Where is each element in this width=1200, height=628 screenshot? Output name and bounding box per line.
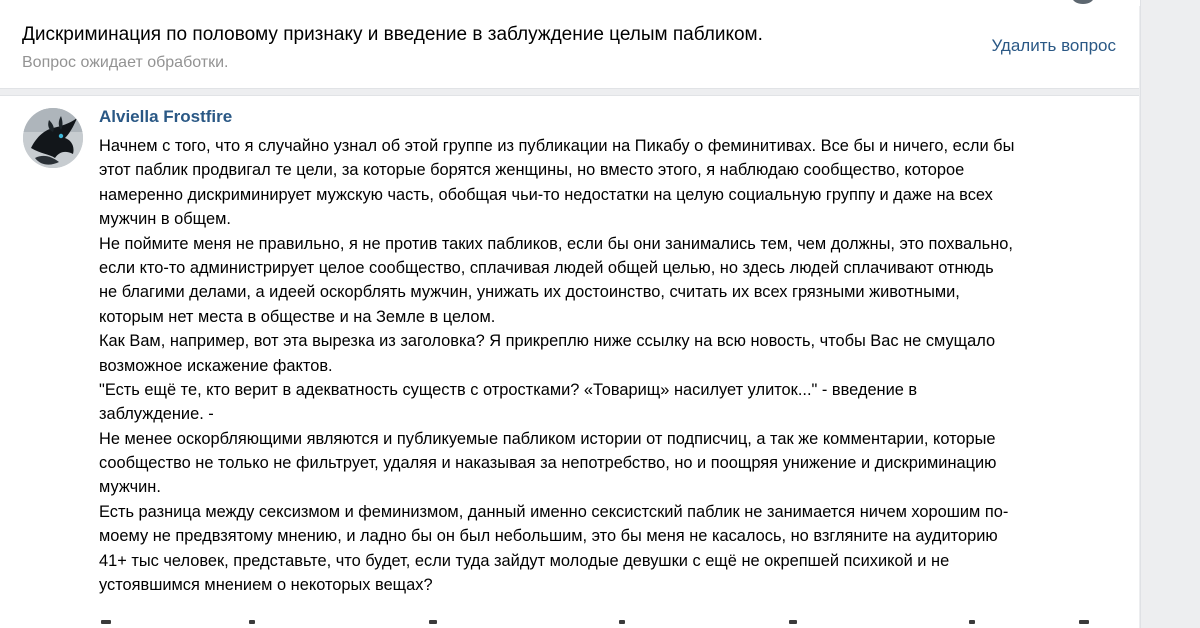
post-line: мужчин. (99, 478, 161, 497)
post-line: Не поймите меня не правильно, я не против таких пабликов, если бы они занимались тем, чем должны, это похвально, (99, 234, 1013, 253)
post-line: намеренно дискриминирует мужскую часть, обобщая чьи-то недостатки на целую социальную группу и даже на всех (99, 185, 993, 204)
dark-creature-avatar-icon (23, 108, 83, 168)
post-line: мужчин в общем. (99, 210, 231, 229)
post-line: возможное искажение фактов. (99, 356, 333, 375)
post-line: Начнем с того, что я случайно узнал об этой группе из публикации на Пикабу о феминитивах. Все бы и ничего, если бы (99, 137, 1015, 155)
post-line: этот паблик продвигал те цели, за которые борятся женщины, но вместо этого, я наблюдаю сообщество, которое (99, 161, 965, 180)
post-line: 41+ тыс человек, представьте, что будет, если туда зайдут молодые девушки с ещё не окрепшей психикой и не (99, 551, 950, 570)
author-avatar[interactable] (23, 108, 83, 168)
question-header (0, 6, 1139, 89)
post-line: заблуждение. - (99, 405, 214, 424)
post-line: которым нет места в обществе и на Земле в целом. (99, 307, 496, 326)
delete-question-link[interactable]: Удалить вопрос (991, 36, 1116, 55)
author-name[interactable]: Alviella Frostfire (99, 107, 233, 126)
question-status: Вопрос ожидает обработки. (22, 54, 229, 71)
post-body (99, 134, 1124, 597)
post-line: моему не предвзятому мнению, и ладно бы он был небольшим, это бы меня не касалось, но взгляните на аудиторию (99, 527, 998, 546)
right-sidebar (1140, 0, 1200, 628)
question-title: Дискриминация по половому признаку и введение в заблуждение целым пабликом. (22, 24, 763, 45)
post-line: устоявшимся мнением о некоторых вещах? (99, 576, 433, 595)
post-line: Есть разница между сексизмом и феминизмом, данный именно сексистский паблик не занимается ничем хорошим по- (99, 502, 1009, 521)
post-card (0, 95, 1139, 628)
post-line: Не менее оскорбляющими являются и публикуемые пабликом истории от подписчиц, а так же комментарии, которые (99, 429, 996, 448)
top-user-avatar[interactable] (1072, 0, 1094, 4)
post-line: "Есть ещё те, кто верит в адекватность существ с отростками? «Товарищ» насилует улиток..." - введение в (99, 380, 918, 399)
post-line: если кто-то администрирует целое сообщество, сплачивая людей общей целью, но здесь людей сплачивают отнюдь (99, 258, 994, 277)
post-line: не благими делами, а идеей оскорблять мужчин, унижать их достоинство, считать их всех грязными животными, (99, 283, 960, 302)
post-line: сообщество не только не фильтрует, удаляя и наказывая за непотребство, но и поощряя унижение и дискриминацию (99, 454, 997, 473)
cropped-text-line (99, 620, 1129, 628)
post-line: Как Вам, например, вот эта вырезка из заголовка? Я прикреплю ниже ссылку на всю новость, чтобы Вас не смущало (99, 332, 996, 351)
